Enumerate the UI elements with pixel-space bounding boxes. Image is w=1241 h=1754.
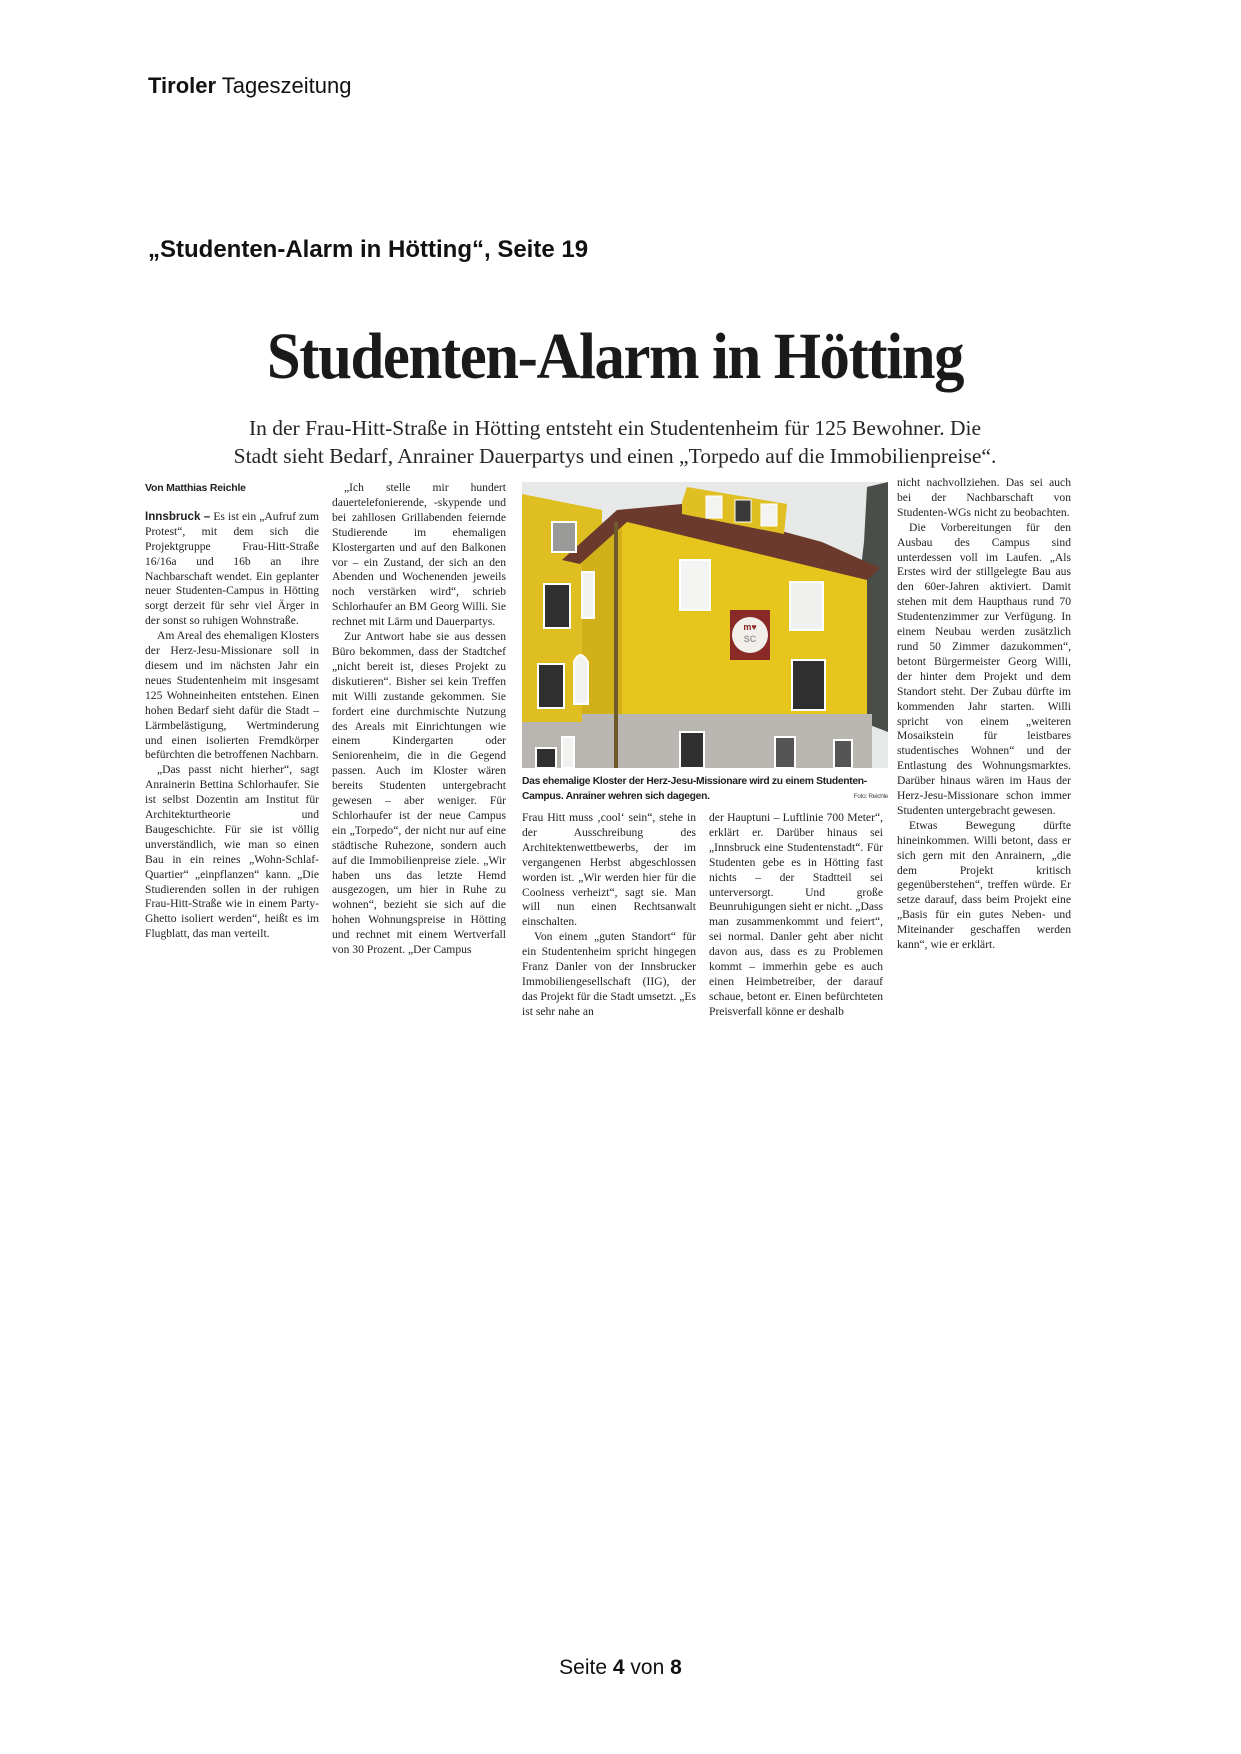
window	[790, 582, 823, 630]
article-subheadline	[145, 414, 1085, 470]
caption-text: Das ehemalige Kloster der Herz-Jesu-Missionare wird zu einem Studenten-Campus. Anrainer wehren sich dagegen.	[522, 776, 867, 802]
photo-credit: Foto: Reichle	[853, 793, 888, 800]
window	[544, 584, 570, 628]
publication-name	[148, 73, 351, 99]
article-column-3	[522, 811, 696, 1020]
paragraph: Frau Hitt muss ‚cool‘ sein“, stehe in der Ausschreibung des Architektenwettbewerbs, der im vergangenen Herbst abgeschlossen worden ist. „Wir werden hier für die Coolness verheizt“, sagt sie. Man will nun einen Rechtsanwalt einschalten.	[522, 811, 696, 929]
window	[792, 660, 825, 710]
window	[552, 522, 576, 552]
sign-text-top: m♥	[743, 622, 757, 632]
paragraph: Am Areal des ehemaligen Klosters der Herz-Jesu-Missionare soll in diesem und im nächsten Jahr ein neues Studentenheim mit insgesamt 125 Wohneinheiten entstehen. Einen hohen Bedarf sieht dafür die Stadt – Lärmbelästigung, Wertminderung und einen isolierten Fremdkörper befürchten die betroffenen Nachbarn.	[145, 629, 319, 762]
arched-window	[574, 655, 588, 704]
article-column-1	[145, 481, 319, 942]
footer-prefix: Seite	[559, 1656, 608, 1679]
newspaper-clipping	[145, 318, 1085, 1078]
paragraph: Die Vorbereitungen für den Ausbau des Campus sind unterdessen voll im Laufen. „Als Erstes wird der stillgelegte Bau aus den 60er-Jahren aktiviert. Damit stehen mit dem Haupthaus rund 70 Studentenzimmer zur Verfügung. In einem Neubau werden zusätzlich rund 50 Zimmer dazukommen“, betont Bürgermeister Georg Willi, der hinter dem Projekt und dem Standort steht. Der Zubau dürfte im kommenden Jahr starten. Willi spricht von einem „weiteren Mosaikstein für leistbares studentisches Wohnen“ und der Entlastung des Wohnungsmarktes. Darüber hinaus wären im Haus der Herz-Jesu-Missionare schon immer Studenten untergebracht gewesen.	[897, 520, 1071, 817]
paragraph: der Hauptuni – Luftlinie 700 Meter“, erklärt er. Darüber hinaus sei „Innsbruck eine Studentenstadt“. Für Studenten gebe es in Hötting fast nichts – der Stadtteil sei unterversorgt. Und große Beunruhigungen sieht er nicht. „Dass man zusammenkommt und feiert“, sei normal. Danler geht aber nicht davon aus, dass es zu Problemen kommt – immerhin gebe es auch einen Heimbetreiber, der darauf schaue, betont er. Einen befürchteten Preisverfall könne er deshalb	[709, 811, 883, 1018]
article-column-4	[709, 811, 883, 1020]
window	[538, 664, 564, 708]
article-reference-title: „Studenten-Alarm in Hötting“, Seite 19	[148, 236, 589, 263]
current-page-number: 4	[612, 1656, 625, 1679]
base-wall	[582, 714, 872, 768]
dateline: Innsbruck –	[145, 509, 211, 523]
paragraph: „Das passt nicht hierher“, sagt Anrainerin Bettina Schlorhaufer. Sie ist selbst Dozentin am Institut für Architekturtheorie und Baugeschichte. Für sie ist völlig unverständlich, wie man so einen Bau in ein reines „Wohn-Schlaf-Quartier“ „einpflanzen“ kann. „Die Studierenden sollen in der ruhigen Frau-Hitt-Straße wie in einem Party-Ghetto isoliert werden“, heißt es im Flugblatt, das man verteilt.	[145, 763, 319, 941]
paragraph: Innsbruck – Es ist ein „Aufruf zum Protest“, mit dem sich die Projektgruppe Frau-Hitt-Straße 16/16a und 16b an ihre Nachbarschaft wendet. Ein geplanter neuer Studenten-Campus in Hötting sorgt derzeit für sehr viel Ärger in der sonst so ruhigen Wohnstraße.	[145, 509, 320, 628]
paragraph: Zur Antwort habe sie aus dessen Büro bekommen, dass der Stadtchef „nicht bereit ist, dieses Projekt zu diskutieren“. Bisher sei kein Treffen mit Willi zustande gekommen. Sie fordert eine durchmischte Nutzung des Areals mit Einrichtungen wie einem Kindergarten oder Seniorenheim, die in die Gegend passen. Auch im Kloster wären bereits Studenten untergebracht gewesen – aber weniger. Für Schlorhaufer ist der neue Campus ein „Torpedo“, der nicht nur auf eine städtische Ruhezone, sondern auch auf die Immobilienpreise ziele. „Wir haben uns das letzte Hemd ausgezogen, um hier in Ruhe zu wohnen“, bezieht sie sich auf die hohen Wohnungspreise in Hötting und rechnet mit einem Wertverfall von 30 Prozent. „Der Campus	[332, 630, 506, 957]
paragraph: nicht nachvollziehen. Das sei auch bei der Nachbarschaft von Studenten-WGs nicht zu beobachten.	[897, 476, 1071, 519]
total-pages: 8	[670, 1656, 682, 1679]
article-headline: Studenten-Alarm in Hötting	[266, 320, 964, 393]
publication-name-rest: Tageszeitung	[221, 73, 352, 98]
sign-text-bottom: SC	[743, 634, 757, 644]
article-column-2	[332, 481, 506, 958]
paragraph: Von einem „guten Standort“ für ein Studentenheim spricht hingegen Franz Danler von der Innsbrucker Immobiliengesellschaft (IIG), der das Projekt für die Stadt umsetzt. „Es ist sehr nahe an	[522, 930, 696, 1018]
subheadline-line-2: Stadt sieht Bedarf, Anrainer Dauerpartys und einen „Torpedo auf die Immobilienpreise“.	[233, 444, 997, 468]
footer-separator: von	[630, 1656, 665, 1679]
window	[680, 560, 710, 610]
paragraph: „Ich stelle mir hundert dauertelefonierende, -skypende und bei zahllosen Grillabenden feiernde Studierende im ehemaligen Klostergarten und auf den Balkonen vor – ein Zustand, der sich an den Abenden und Wochenenden jeweils noch verstärken wird“, schrieb Schlorhaufer an BM Georg Willi. Sie rechnet mit Lärm und Dauerpartys.	[332, 481, 506, 629]
article-photo	[522, 482, 888, 768]
photo-caption	[522, 774, 888, 804]
subheadline-line-1: In der Frau-Hitt-Straße in Hötting entsteht ein Studentenheim für 125 Bewohner. Die	[248, 416, 982, 440]
building-photo-illustration	[522, 482, 888, 768]
publication-name-bold: Tiroler	[148, 73, 217, 98]
paragraph: Etwas Bewegung dürfte hineinkommen. Willi betont, dass er sich gern mit den Anrainern, „die dem Projekt kritisch gegenüberstehen“, treffen würde. Er setze darauf, dass beim Projekt eine „Basis für ein gutes Neben- und Miteinander geschaffen werden kann“, wie er erklärt.	[897, 818, 1071, 952]
window	[582, 572, 594, 618]
article-column-5	[897, 476, 1071, 953]
page-footer	[0, 1656, 1241, 1680]
byline: Von Matthias Reichle	[145, 482, 246, 494]
